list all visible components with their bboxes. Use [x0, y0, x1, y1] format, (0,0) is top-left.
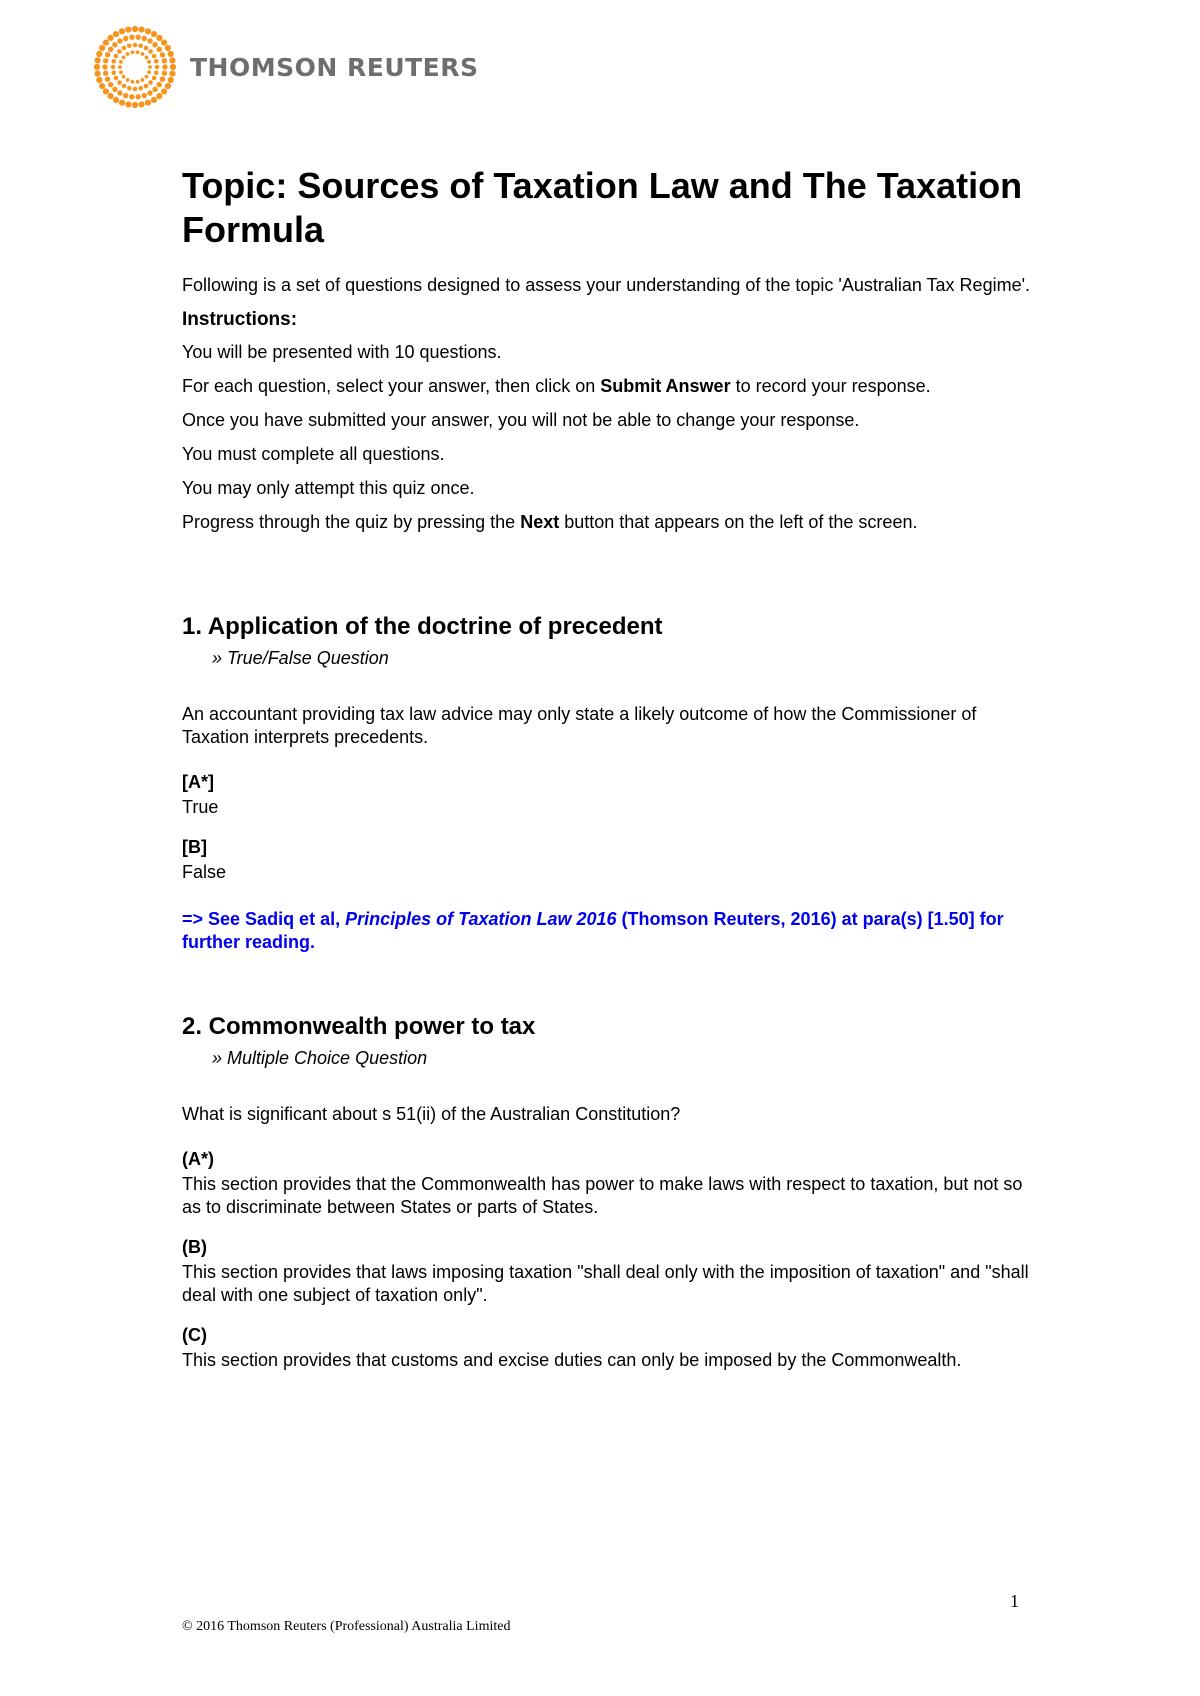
header-logo — [94, 26, 479, 108]
question-type: » True/False Question — [212, 648, 389, 668]
thomson-reuters-logo-icon — [94, 26, 176, 108]
option-text: This section provides that customs and excise duties can only be imposed by the Commonwealth. — [182, 1350, 962, 1370]
question-text: An accountant providing tax law advice may only state a likely outcome of how the Commissioner of Taxation interprets precedents. — [182, 704, 977, 747]
question-title: 2. Commonwealth power to tax — [182, 1013, 536, 1040]
question-title: 1. Application of the doctrine of precedent — [182, 613, 663, 640]
option-text: This section provides that laws imposing taxation "shall deal only with the imposition of taxation" and "shall deal with one subject of taxation only". — [182, 1262, 1029, 1305]
option-label: (C) — [182, 1325, 207, 1345]
further-reading-link[interactable]: => See Sadiq et al, Principles of Taxation Law 2016 (Thomson Reuters, 2016) at para(s) [1.50] for further reading. — [182, 909, 1004, 952]
intro-text: Following is a set of questions designed to assess your understanding of the topic 'Australian Tax Regime'. — [182, 275, 1031, 295]
document-body — [182, 164, 1042, 1372]
option-text: False — [182, 862, 227, 882]
option-label: [B] — [182, 837, 207, 857]
page-number: 1 — [1010, 1591, 1019, 1611]
submit-answer-mention: Submit Answer — [600, 376, 731, 396]
instructions-heading: Instructions: — [182, 309, 298, 330]
next-mention: Next — [520, 512, 560, 532]
instruction-line: Progress through the quiz by pressing the Next button that appears on the left of the screen. — [182, 512, 918, 532]
question-2 — [182, 1012, 1042, 1372]
question-1 — [182, 612, 1042, 954]
brand-name: THOMSON REUTERS — [190, 52, 479, 82]
option-label: [A*] — [182, 772, 214, 792]
instruction-line: For each question, select your answer, then click on Submit Answer to record your response. — [182, 376, 931, 396]
instruction-line: You may only attempt this quiz once. — [182, 478, 475, 498]
option-label: (B) — [182, 1237, 207, 1257]
instruction-line: You will be presented with 10 questions. — [182, 342, 502, 362]
question-type: » Multiple Choice Question — [212, 1048, 428, 1068]
option-text: This section provides that the Commonwealth has power to make laws with respect to taxation, but not so as to discriminate between States or parts of States. — [182, 1174, 1023, 1217]
option-text: True — [182, 797, 219, 817]
page-title: Topic: Sources of Taxation Law and The Taxation Formula — [182, 165, 1023, 250]
copyright-footer: © 2016 Thomson Reuters (Professional) Australia Limited — [182, 1619, 511, 1634]
question-text: What is significant about s 51(ii) of the Australian Constitution? — [182, 1104, 681, 1124]
instruction-line: Once you have submitted your answer, you will not be able to change your response. — [182, 410, 860, 430]
option-label: (A*) — [182, 1149, 214, 1169]
instruction-line: You must complete all questions. — [182, 444, 445, 464]
